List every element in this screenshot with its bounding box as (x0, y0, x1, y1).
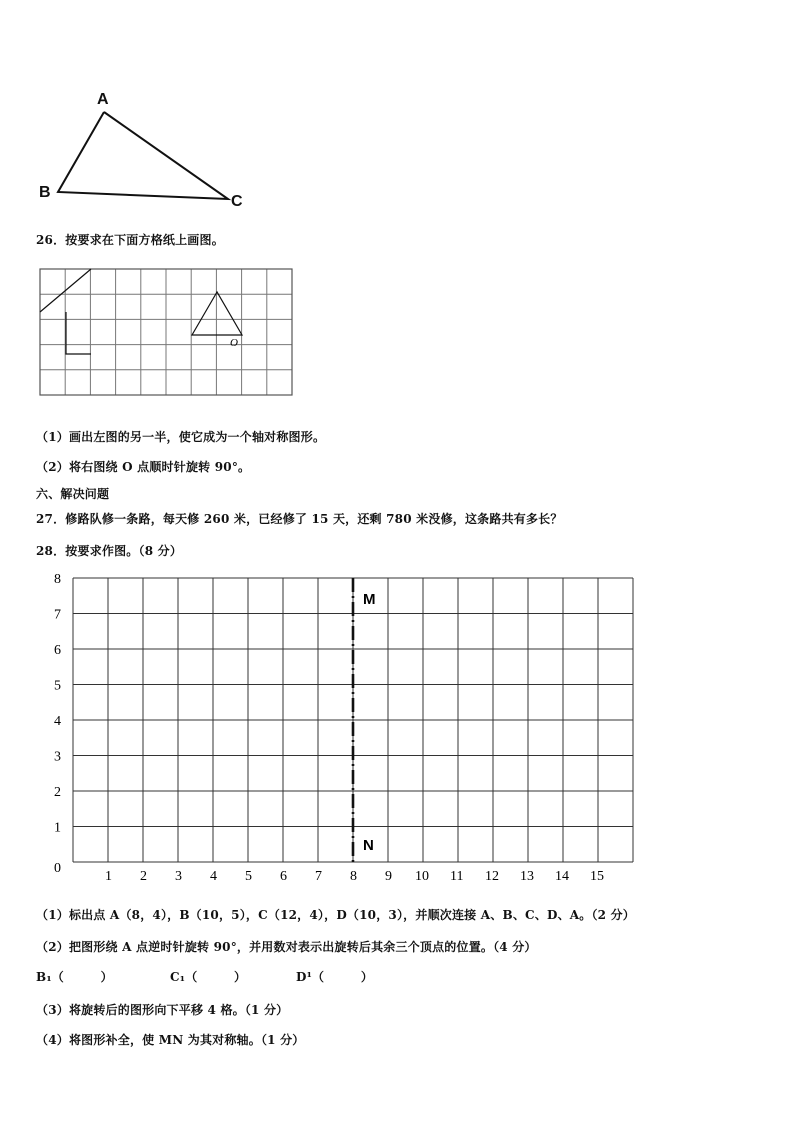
q28-title: 28．按要求作图。（8 分） (36, 544, 183, 558)
x-tick-label: 15 (590, 869, 604, 884)
q26-sub1: （1）画出左图的另一半，使它成为一个轴对称图形。 (36, 430, 326, 444)
q26-o-label: O (230, 337, 238, 349)
y-tick-label: 8 (54, 572, 61, 587)
q26-left-half-figure-bottom (66, 312, 91, 354)
y-tick-label: 1 (54, 820, 61, 836)
triangle-abc (58, 112, 228, 199)
x-tick-label: 13 (520, 869, 534, 884)
origin-label: 0 (54, 861, 61, 876)
q26-title: 26．按要求在下面方格纸上画图。 (36, 233, 224, 247)
section-6-heading: 六、解决问题 (36, 487, 110, 501)
y-tick-label: 4 (54, 714, 61, 729)
x-tick-label: 14 (555, 869, 569, 884)
x-tick-label: 6 (280, 869, 287, 884)
x-tick-label: 7 (315, 869, 322, 884)
q26-grid (38, 268, 294, 400)
x-tick-label: 10 (415, 869, 429, 884)
x-tick-label: 9 (385, 869, 392, 884)
q26-right-triangle (192, 292, 242, 335)
triangle-label-a: A (97, 91, 109, 108)
triangle-figure (30, 85, 260, 215)
y-tick-label: 3 (54, 749, 61, 765)
answer-d1[interactable]: D¹（ ） (296, 970, 374, 984)
y-tick-label: 6 (54, 643, 61, 658)
x-tick-label: 4 (210, 869, 217, 884)
q28-sub1: （1）标出点 A（8，4），B（10，5），C（12，4），D（10，3），并顺次连接 A、B、C、D、A。（2 分） (36, 908, 636, 922)
x-tick-label: 12 (485, 869, 499, 884)
q28-sub4: （4）将图形补全，使 MN 为其对称轴。（1 分） (36, 1033, 305, 1047)
x-tick-label: 3 (175, 869, 182, 884)
x-tick-label: 1 (105, 869, 112, 884)
q28-grid (0, 570, 794, 890)
mn-label-n: N (363, 837, 374, 854)
q28-sub2: （2）把图形绕 A 点逆时针旋转 90°，并用数对表示出旋转后其余三个顶点的位置。（4 分） (36, 940, 537, 954)
y-tick-label: 7 (54, 607, 61, 623)
q26-sub2: （2）将右图绕 O 点顺时针旋转 90°。 (36, 460, 251, 474)
x-tick-label: 2 (140, 869, 147, 884)
y-tick-label: 2 (54, 785, 61, 800)
answer-b1[interactable]: B₁（ ） (36, 970, 113, 984)
q27-text: 27．修路队修一条路，每天修 260 米，已经修了 15 天，还剩 780 米没修，这条路共有多长？ (36, 512, 563, 526)
q28-sub3: （3）将旋转后的图形向下平移 4 格。（1 分） (36, 1003, 289, 1017)
x-tick-label: 5 (245, 869, 252, 884)
triangle-label-b: B (39, 184, 51, 201)
x-tick-label: 11 (450, 869, 464, 884)
mn-label-m: M (363, 591, 376, 608)
triangle-label-c: C (231, 193, 243, 210)
y-tick-label: 5 (54, 678, 61, 694)
x-tick-label: 8 (350, 869, 357, 884)
answer-c1[interactable]: C₁（ ） (170, 970, 247, 984)
